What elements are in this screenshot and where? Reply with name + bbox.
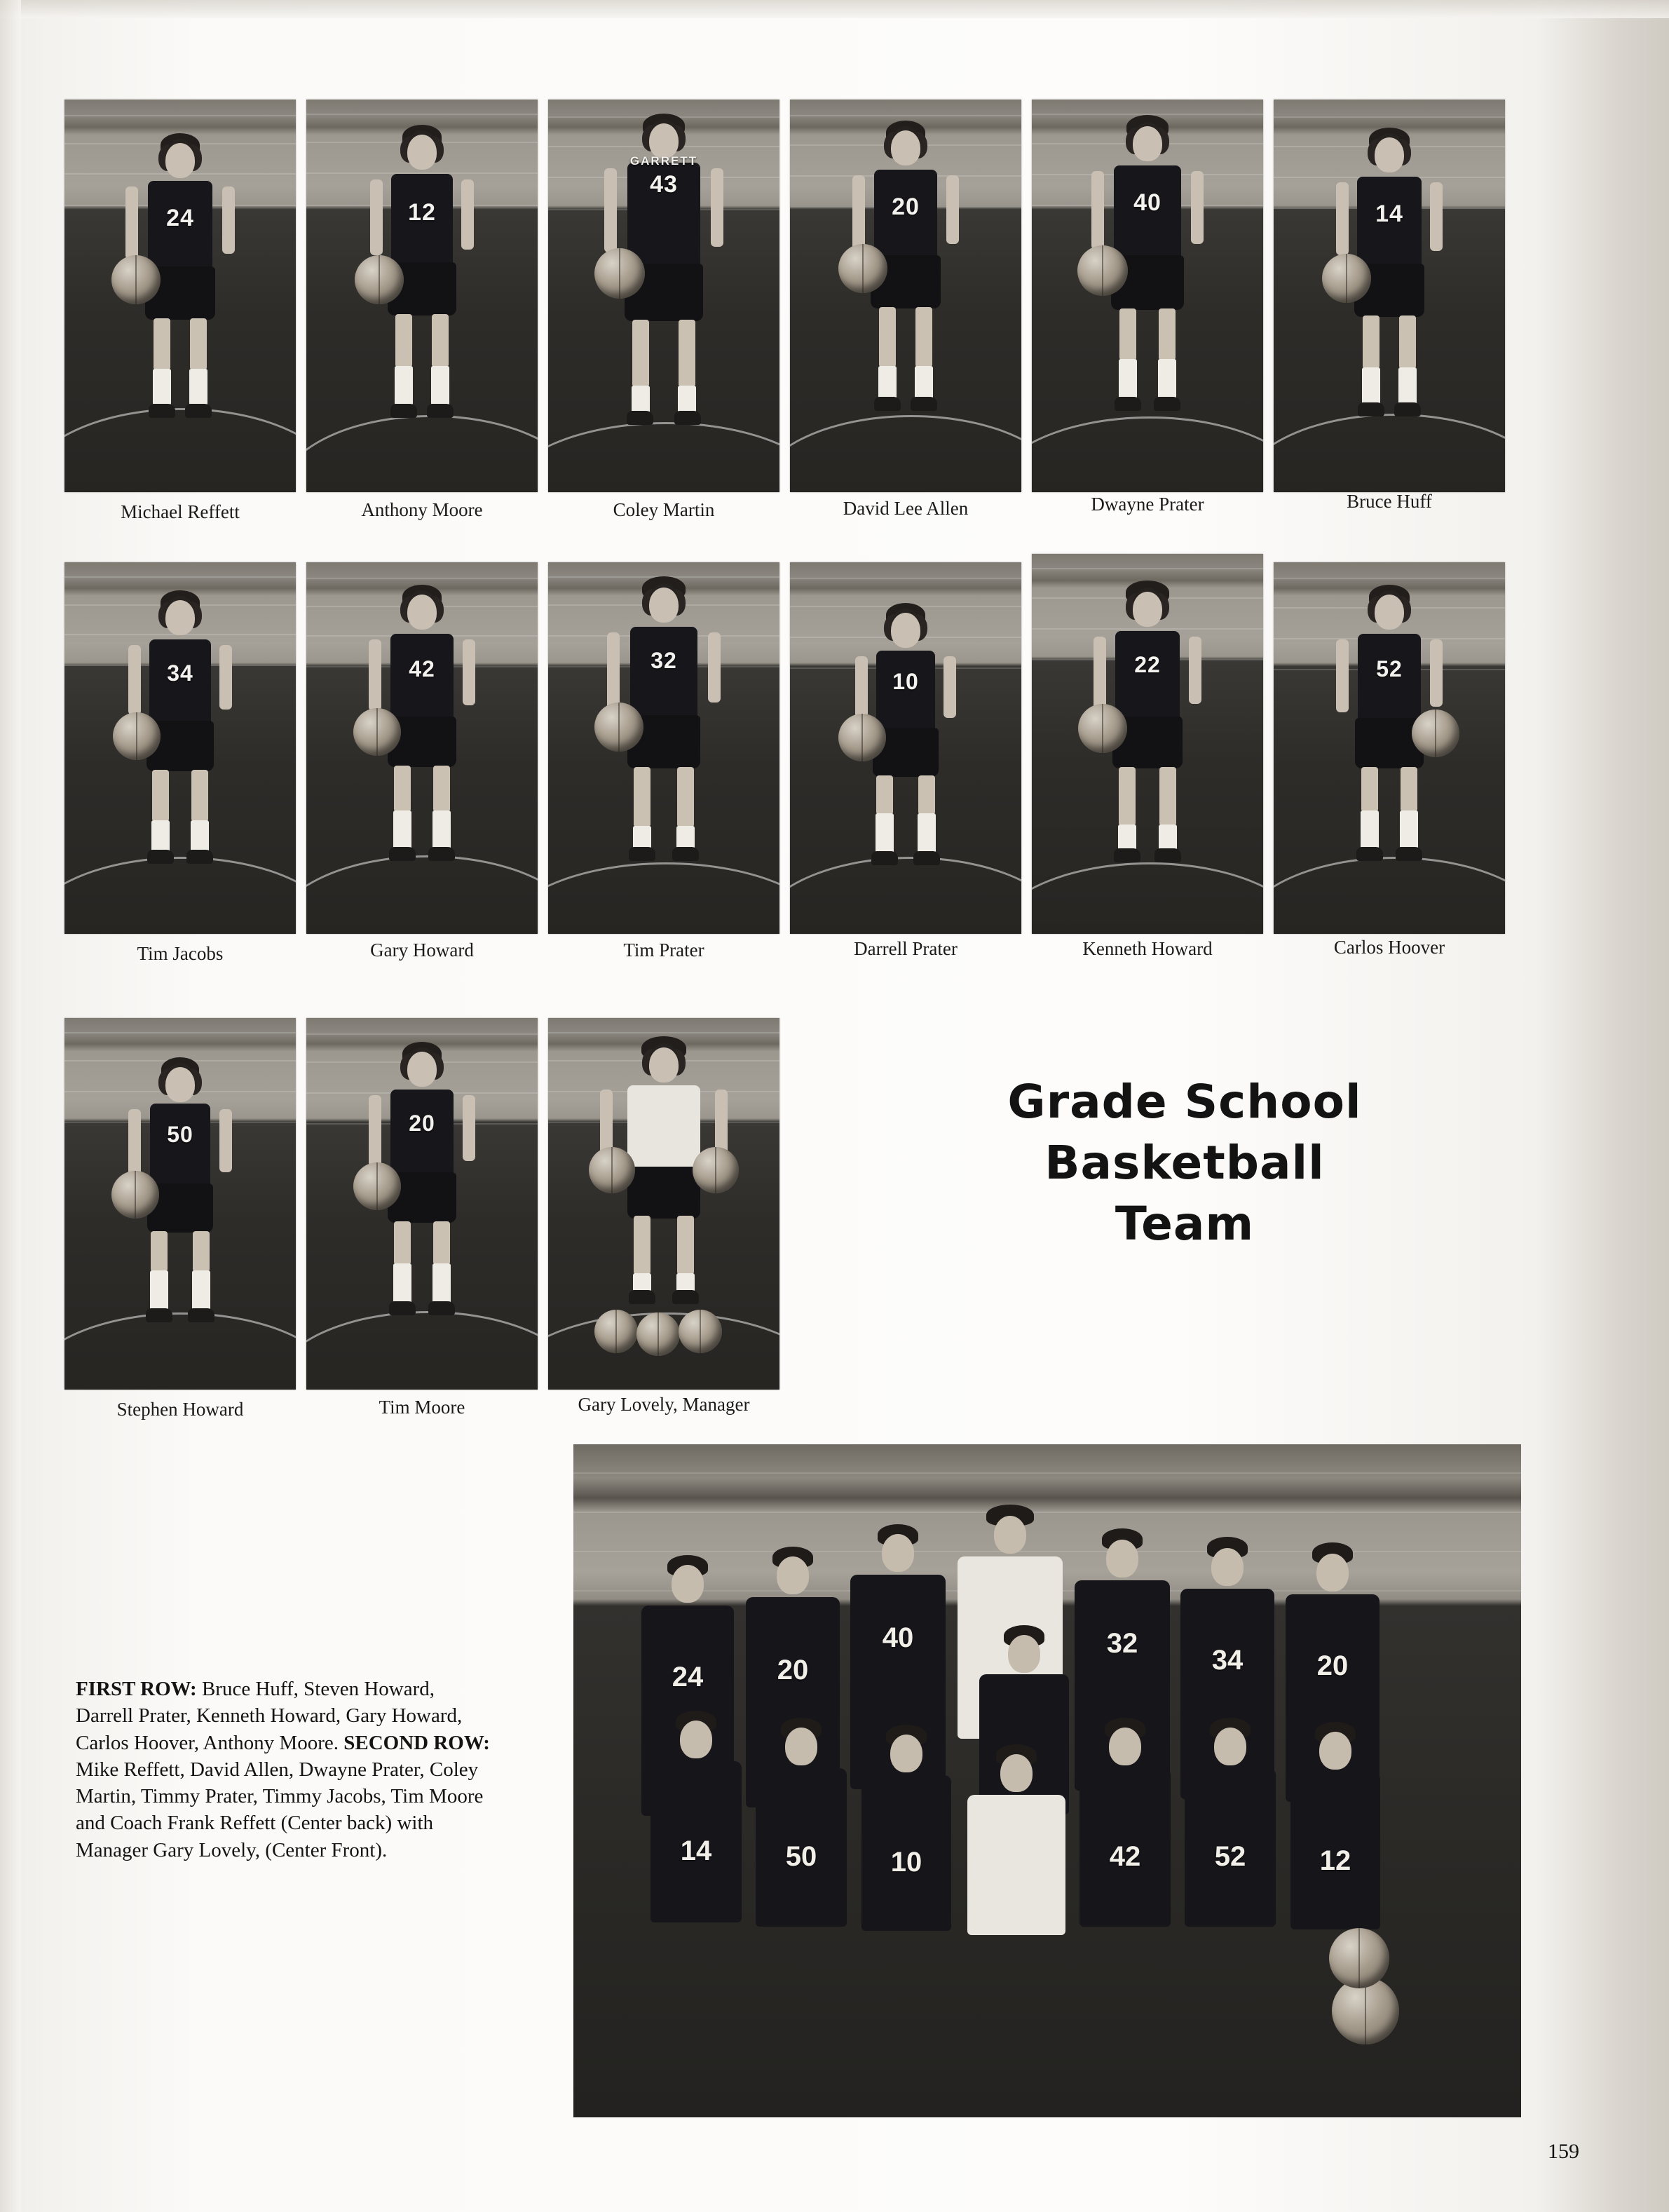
- portrait-photo: 52: [1274, 562, 1505, 934]
- jersey-number: 52: [1214, 1841, 1246, 1872]
- jersey-number: 34: [1211, 1645, 1244, 1676]
- portrait-photo: GARRETT 43: [548, 100, 779, 492]
- portrait-photo: 24: [64, 100, 296, 492]
- portrait-caption: Darrell Prater: [854, 938, 958, 959]
- second-row-label: SECOND ROW:: [343, 1731, 490, 1754]
- portrait-photo: 42: [306, 562, 538, 934]
- jersey-number: 40: [882, 1622, 914, 1653]
- page-edge-left: [0, 0, 21, 2212]
- team-roster-caption: [76, 1676, 496, 1864]
- portrait-caption: Dwayne Prater: [1091, 494, 1204, 515]
- second-row-names: Mike Reffett, David Allen, Dwayne Prater, Coley Martin, Timmy Prater, Timmy Jacobs, Tim Moore and Coach Frank Reffett (Center back) with Manager Gary Lovely, (Center Front).: [76, 1758, 484, 1861]
- portrait-photo: [548, 1018, 779, 1390]
- jersey-number: 20: [1316, 1650, 1349, 1681]
- portrait-photo: 22: [1032, 554, 1263, 934]
- first-row-names: Bruce Huff, Steven Howard, Darrell Prater, Kenneth Howard, Gary Howard, Carlos Hoover, Anthony Moore.: [76, 1678, 463, 1754]
- portrait-photo: 50: [64, 1018, 296, 1390]
- team-photo-person: [854, 1711, 959, 1998]
- portrait-photo: 20: [306, 1018, 538, 1390]
- portrait-caption: Stephen Howard: [116, 1399, 244, 1420]
- portrait-photo: 32: [548, 562, 779, 934]
- portrait-caption: Tim Prater: [623, 939, 704, 961]
- portrait-caption: Gary Howard: [370, 939, 474, 961]
- portrait-photo: 40: [1032, 100, 1263, 492]
- portrait-photo: 14: [1274, 100, 1505, 492]
- page-title-line-3: Team: [1115, 1197, 1255, 1251]
- page-number: 159: [1548, 2140, 1579, 2163]
- page-title: [918, 1071, 1451, 1254]
- jersey-number: 12: [1319, 1845, 1351, 1876]
- page-edge-top: [0, 0, 1669, 18]
- portrait-caption: Coley Martin: [613, 499, 715, 520]
- portrait-photo: 10: [790, 562, 1021, 934]
- portrait-caption: Anthony Moore: [361, 499, 483, 520]
- team-photo-person: [1178, 1704, 1283, 1998]
- team-photo-person: [749, 1704, 854, 1998]
- portrait-caption: Bruce Huff: [1347, 491, 1432, 512]
- team-group-photo: [573, 1444, 1521, 2117]
- portrait-caption: Tim Moore: [379, 1397, 465, 1418]
- jersey-number: 10: [890, 1847, 922, 1878]
- jersey-number: 50: [785, 1841, 817, 1872]
- page-title-line-2: Basketball: [1044, 1136, 1325, 1190]
- portrait-caption: Michael Reffett: [121, 501, 240, 522]
- team-photo-person: [643, 1697, 749, 1991]
- portrait-caption: Tim Jacobs: [137, 943, 224, 964]
- portrait-caption: David Lee Allen: [843, 498, 969, 519]
- team-photo-person: [1072, 1704, 1178, 1998]
- portrait-photo: 20: [790, 100, 1021, 492]
- jersey-number: 24: [672, 1662, 704, 1692]
- jersey-number: 32: [1106, 1628, 1138, 1659]
- portrait-caption: Carlos Hoover: [1333, 937, 1445, 958]
- portrait-photo: 12: [306, 100, 538, 492]
- basketball: [1329, 1928, 1389, 1988]
- portrait-caption: Kenneth Howard: [1082, 938, 1213, 959]
- jersey-number: 42: [1109, 1841, 1141, 1872]
- page-title-line-1: Grade School: [1007, 1075, 1362, 1129]
- portrait-caption: Gary Lovely, Manager: [578, 1394, 750, 1415]
- portrait-photo: 34: [64, 562, 296, 934]
- jersey-number: 20: [777, 1655, 809, 1685]
- first-row-label: FIRST ROW:: [76, 1678, 197, 1700]
- jersey-number: 14: [680, 1836, 712, 1866]
- team-photo-manager: [960, 1732, 1072, 2026]
